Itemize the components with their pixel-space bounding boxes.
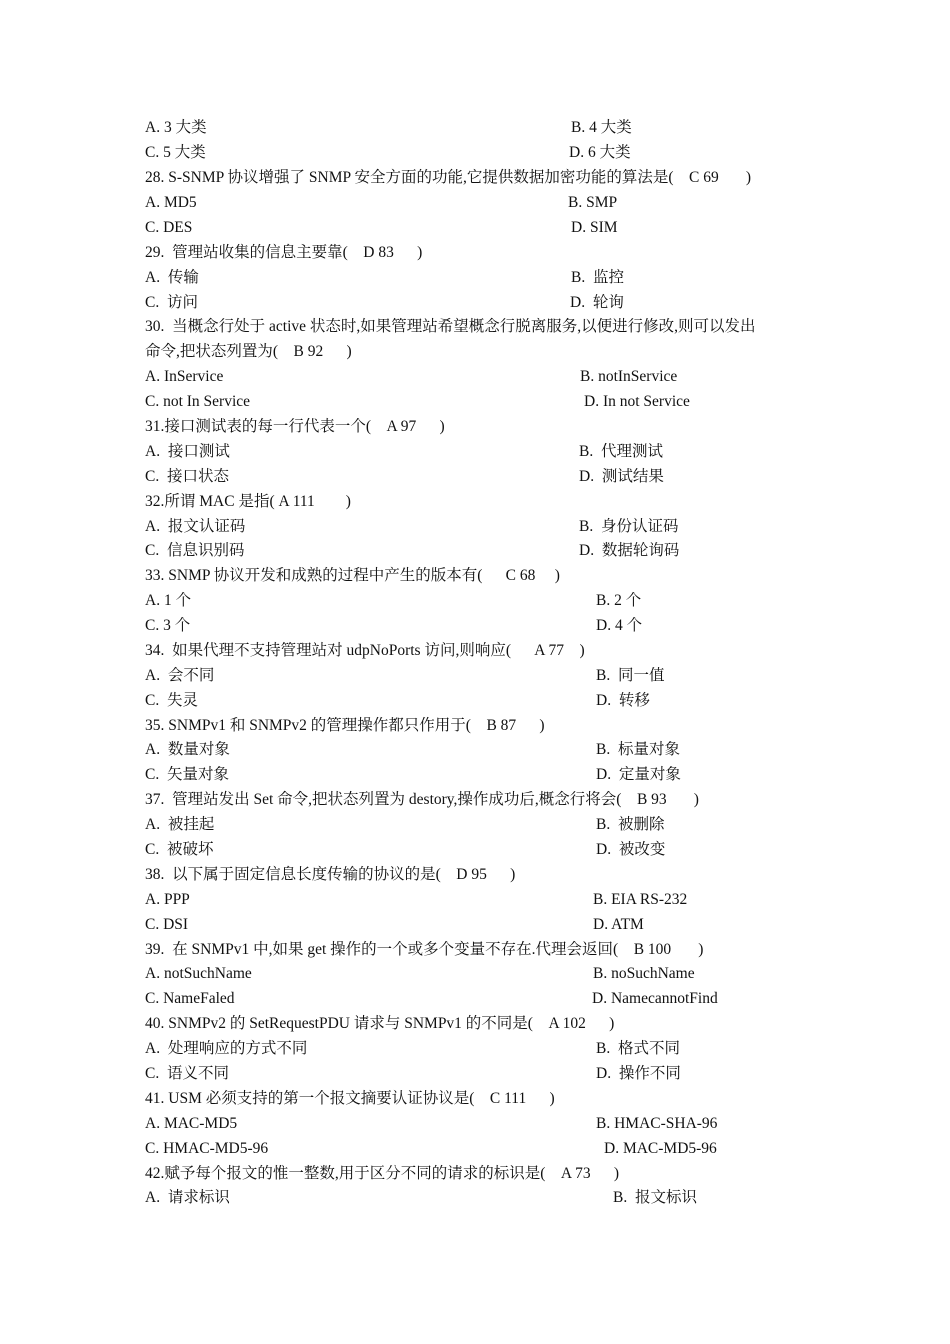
option-c: C. DSI	[145, 916, 189, 933]
option-c: C. 语义不同	[145, 1065, 229, 1082]
question-35: 35. SNMPv1 和 SNMPv2 的管理操作都只作用于( B 87 )	[145, 717, 545, 734]
question-39: 39. 在 SNMPv1 中,如果 get 操作的一个或多个变量不存在.代理会返回( B 100 )	[145, 941, 704, 958]
question-42: 42.赋予每个报文的惟一整数,用于区分不同的请求的标识是( A 73 )	[145, 1165, 620, 1182]
option-b: B. 格式不同	[596, 1040, 680, 1057]
question-28: 28. S-SNMP 协议增强了 SNMP 安全方面的功能,它提供数据加密功能的算法是( C 69 )	[145, 169, 751, 186]
option-d: D. 轮询	[570, 294, 624, 311]
question-32: 32.所谓 MAC 是指( A 111 )	[145, 493, 351, 510]
option-d: D. 定量对象	[596, 766, 681, 783]
option-a: A. MD5	[145, 194, 197, 211]
question-37: 37. 管理站发出 Set 命令,把状态列置为 destory,操作成功后,概念行将会( B 93 )	[145, 791, 699, 808]
option-d: D. 数据轮询码	[579, 542, 680, 559]
option-d: D. SIM	[571, 219, 618, 236]
question-30: 30. 当概念行处于 active 状态时,如果管理站希望概念行脱离服务,以便进行修改,则可以发出	[145, 318, 756, 335]
option-c: C. 5 大类	[145, 144, 206, 161]
option-c: C. 接口状态	[145, 468, 229, 485]
option-b: B. HMAC-SHA-96	[596, 1115, 718, 1132]
option-a: A. 3 大类	[145, 119, 207, 136]
option-c: C. not In Service	[145, 393, 251, 410]
option-a: A. 请求标识	[145, 1189, 230, 1206]
option-a: A. InService	[145, 368, 224, 385]
option-d: D. 转移	[596, 692, 650, 709]
question-41: 41. USM 必须支持的第一个报文摘要认证协议是( C 111 )	[145, 1090, 555, 1107]
option-b: B. noSuchName	[593, 965, 695, 982]
option-d: D. 被改变	[596, 841, 666, 858]
option-b: B. 4 大类	[571, 119, 632, 136]
option-b: B. 监控	[571, 269, 624, 286]
question-33: 33. SNMP 协议开发和成熟的过程中产生的版本有( C 68 )	[145, 567, 560, 584]
option-a: A. 处理响应的方式不同	[145, 1040, 308, 1057]
option-c: C. 被破坏	[145, 841, 214, 858]
option-b: B. SMP	[568, 194, 618, 211]
option-a: A. 被挂起	[145, 816, 215, 833]
option-c: C. NameFaled	[145, 990, 235, 1007]
option-d: D. 操作不同	[596, 1065, 681, 1082]
question-34: 34. 如果代理不支持管理站对 udpNoPorts 访问,则响应( A 77 )	[145, 642, 585, 659]
option-b: B. 身份认证码	[579, 518, 679, 535]
option-b: B. 标量对象	[596, 741, 680, 758]
question-38: 38. 以下属于固定信息长度传输的协议的是( D 95 )	[145, 866, 516, 883]
option-a: A. 数量对象	[145, 741, 230, 758]
option-a: A. PPP	[145, 891, 190, 908]
option-a: A. 报文认证码	[145, 518, 246, 535]
option-d: D. 6 大类	[569, 144, 631, 161]
option-b: B. 报文标识	[613, 1189, 697, 1206]
option-a: A. 1 个	[145, 592, 192, 609]
option-b: B. 2 个	[596, 592, 642, 609]
option-b: B. 被删除	[596, 816, 665, 833]
question-40: 40. SNMPv2 的 SetRequestPDU 请求与 SNMPv1 的不同是( A 102 )	[145, 1015, 615, 1032]
option-b: B. notInService	[580, 368, 678, 385]
option-c: C. 矢量对象	[145, 766, 229, 783]
option-a: A. MAC-MD5	[145, 1115, 238, 1132]
option-c: C. 3 个	[145, 617, 191, 634]
option-c: C. 访问	[145, 294, 198, 311]
option-b: B. 代理测试	[579, 443, 663, 460]
option-d: D. NamecannotFind	[592, 990, 718, 1007]
option-d: D. In not Service	[584, 393, 690, 410]
option-a: A. 接口测试	[145, 443, 230, 460]
question-29: 29. 管理站收集的信息主要靠( D 83 )	[145, 244, 423, 261]
option-a: A. 会不同	[145, 667, 215, 684]
option-c: C. 失灵	[145, 692, 198, 709]
option-c: C. 信息识别码	[145, 542, 245, 559]
option-c: C. HMAC-MD5-96	[145, 1140, 269, 1157]
option-d: D. 测试结果	[579, 468, 664, 485]
option-b: B. EIA RS-232	[593, 891, 688, 908]
option-d: D. ATM	[593, 916, 644, 933]
option-a: A. 传输	[145, 269, 199, 286]
option-c: C. DES	[145, 219, 193, 236]
question-31: 31.接口测试表的每一行代表一个( A 97 )	[145, 418, 445, 435]
question-30-continued: 命令,把状态列置为( B 92 )	[145, 343, 352, 360]
option-d: D. 4 个	[596, 617, 643, 634]
option-d: D. MAC-MD5-96	[604, 1140, 717, 1157]
option-a: A. notSuchName	[145, 965, 252, 982]
option-b: B. 同一值	[596, 667, 665, 684]
